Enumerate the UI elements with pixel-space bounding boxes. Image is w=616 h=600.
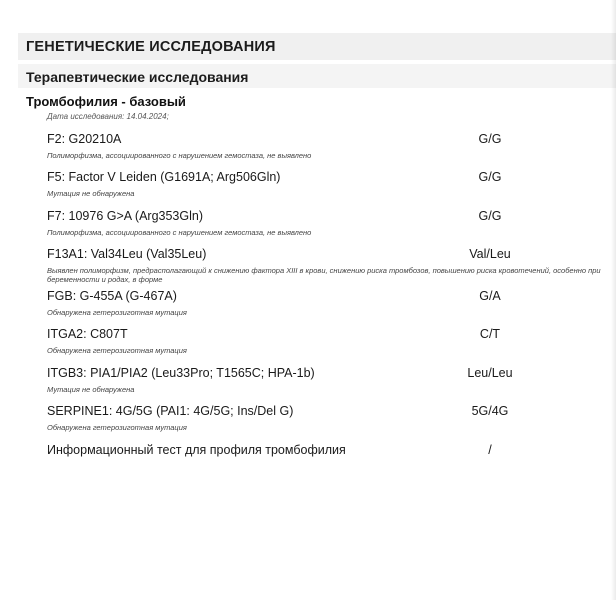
result-note: Выявлен полиморфизм, предрасполагающий к снижению фактора XIII в крови, снижению риска тромбозов, повышению риска кровотечений, особенно при беременности и родах, в форме <box>47 266 601 284</box>
result-name: FGB: G-455A (G-467A) <box>47 289 177 303</box>
result-note: Обнаружена гетерозиготная мутация <box>47 346 187 355</box>
result-note: Мутация не обнаружена <box>47 385 135 394</box>
result-value: Leu/Leu <box>467 366 513 380</box>
result-value: C/T <box>479 327 501 341</box>
result-name: F13A1: Val34Leu (Val35Leu) <box>47 247 207 261</box>
result-name: F5: Factor V Leiden (G1691A; Arg506Gln) <box>47 170 281 184</box>
result-note: Обнаружена гетерозиготная мутация <box>47 423 187 432</box>
section-title: ГЕНЕТИЧЕСКИЕ ИССЛЕДОВАНИЯ <box>26 39 276 55</box>
page-edge-shadow <box>611 0 616 600</box>
result-value: G/A <box>479 289 501 303</box>
result-name: F7: 10976 G>A (Arg353Gln) <box>47 209 203 223</box>
test-date: Дата исследования: 14.04.2024; <box>47 112 169 121</box>
result-name: F2: G20210A <box>47 132 122 146</box>
result-name: SERPINE1: 4G/5G (PAI1: 4G/5G; Ins/Del G) <box>47 404 294 418</box>
result-note: Полиморфизма, ассоциированного с нарушением гемостаза, не выявлено <box>47 228 312 237</box>
result-value: G/G <box>478 170 502 184</box>
section-header <box>18 33 616 60</box>
result-name: Информационный тест для профиля тромбофилия <box>47 443 346 457</box>
result-name: ITGA2: C807T <box>47 327 128 341</box>
subsection-header <box>18 64 616 88</box>
test-group-title: Тромбофилия - базовый <box>26 94 186 109</box>
result-value: G/G <box>478 209 502 223</box>
result-name: ITGB3: PIA1/PIA2 (Leu33Pro; T1565C; HPA-1b) <box>47 366 315 380</box>
result-note: Обнаружена гетерозиготная мутация <box>47 308 187 317</box>
result-note: Полиморфизма, ассоциированного с нарушением гемостаза, не выявлено <box>47 151 312 160</box>
result-value: 5G/4G <box>471 404 509 418</box>
result-value: / <box>488 443 492 457</box>
result-value: Val/Leu <box>469 247 511 261</box>
subsection-title: Терапевтические исследования <box>26 69 249 85</box>
result-note: Мутация не обнаружена <box>47 189 135 198</box>
result-value: G/G <box>478 132 502 146</box>
